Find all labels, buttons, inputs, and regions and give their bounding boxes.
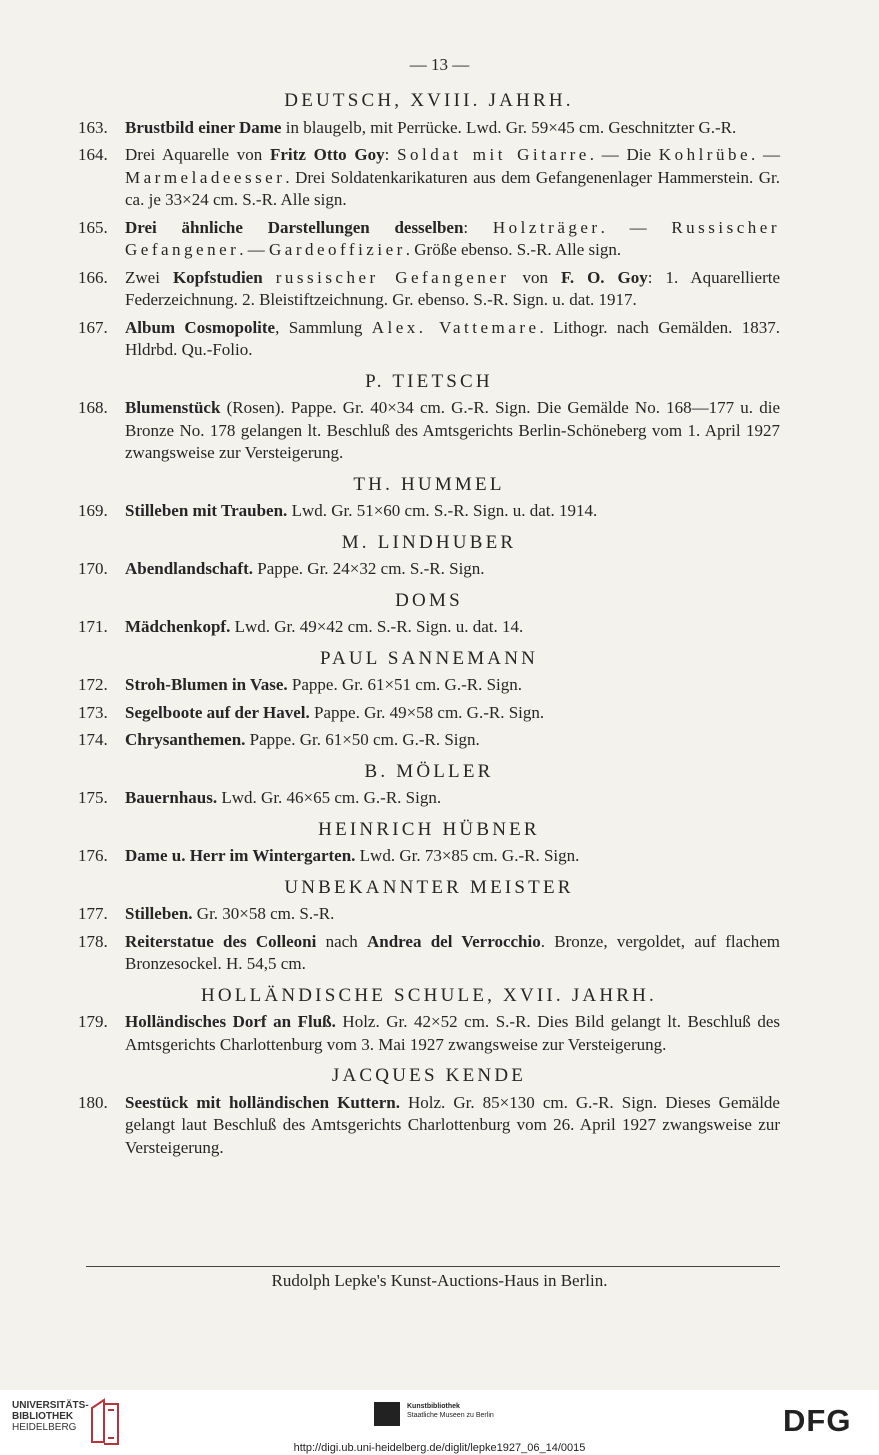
entry-number: 173.	[78, 702, 108, 722]
entry-text: Pappe. Gr. 61×50 cm. G.-R. Sign.	[245, 730, 480, 749]
entry-number: 165.	[78, 217, 108, 237]
entry-text: Pappe. Gr. 61×51 cm. G.-R. Sign.	[287, 675, 523, 694]
kunstbibliothek-logo[interactable]	[374, 1402, 494, 1420]
dfg-logo[interactable]: DFG	[783, 1403, 852, 1438]
entry-text: , Sammlung	[275, 317, 372, 337]
entry-number: 176.	[78, 846, 108, 865]
entry-number: 168.	[78, 398, 108, 417]
entry-title: Blumenstück	[125, 398, 221, 417]
entry-text: . —	[239, 240, 270, 259]
catalog-entry	[78, 217, 780, 262]
entry-text: . Lithogr. nach Gemälden. 1837. Hldrbd. Qu.-Folio.	[125, 317, 780, 359]
entry-title: Stroh-Blumen in Vase.	[125, 675, 288, 694]
ub-line-2: BIBLIOTHEK	[12, 1411, 74, 1422]
entry-text: . Größe ebenso. S.-R. Alle sign.	[405, 240, 622, 259]
page-footer: Rudolph Lepke's Kunst-Auctions-Haus in Berlin.	[271, 1271, 608, 1290]
ub-heidelberg-logo-text[interactable]	[12, 1400, 89, 1433]
section-heading: TH. HUMMEL	[353, 473, 505, 495]
entry-spaced-text: Alex. Vattemare	[371, 317, 540, 337]
entry-text: (Rosen). Pappe. Gr. 40×34 cm. G.-R. Sign. Die Gemälde No. 168—177 u. die Bronze No. 178 gelangen lt. Beschluß des Amtsgerichts Berlin-Schöneberg vom 1. April 1927 zwangsweise zur Versteigerung.	[125, 398, 780, 462]
entry-number: 163.	[78, 117, 108, 137]
section-heading: HEINRICH HÜBNER	[318, 818, 540, 840]
entry-text: Pappe. Gr. 49×58 cm. G.-R. Sign.	[309, 702, 545, 722]
footer-rule	[86, 1266, 780, 1267]
entry-title: Brustbild einer Dame	[125, 117, 282, 137]
catalog-entry	[78, 903, 780, 926]
catalog-entry	[78, 500, 780, 523]
page-number: — 13 —	[409, 55, 470, 74]
entry-title: Mädchenkopf.	[125, 617, 231, 636]
source-url[interactable]: http://digi.ub.uni-heidelberg.de/diglit/lepke1927_06_14/0015	[293, 1442, 586, 1454]
entry-text: von	[509, 267, 561, 287]
entry-text: nach	[316, 931, 367, 951]
entry-title: Holländisches Dorf an Fluß.	[125, 1012, 336, 1031]
ub-heidelberg-logo-icon[interactable]	[88, 1398, 122, 1446]
entry-number: 177.	[78, 904, 108, 923]
catalog-entry	[78, 558, 780, 581]
entry-title: Kopfstudien	[172, 267, 263, 287]
section-heading: M. LINDHUBER	[341, 531, 517, 553]
entry-title: Seestück mit holländischen Kuttern.	[125, 1092, 400, 1112]
kb-line-1: Kunstbibliothek	[407, 1403, 460, 1410]
entry-spaced-text: Soldat mit Gitarre	[397, 145, 590, 164]
entry-number: 171.	[78, 617, 108, 636]
entry-title: Drei ähnliche Darstellungen desselben	[125, 217, 464, 237]
catalog-entry	[78, 144, 780, 212]
entry-spaced-text: russischer Gefangener	[275, 267, 510, 287]
catalog-entry	[78, 616, 780, 639]
entry-text: . — Die	[589, 145, 659, 164]
entry-text: :	[463, 217, 493, 237]
entry-text: . —	[751, 145, 780, 164]
entry-title: Fritz Otto Goy	[270, 145, 385, 164]
kunstbibliothek-icon	[374, 1402, 400, 1426]
entry-spaced-text: Kohlrübe	[658, 145, 752, 164]
catalog-entry	[78, 674, 780, 697]
entry-number: 164.	[78, 145, 108, 164]
entry-text: . Bronze, vergoldet, auf flachem Bronzesockel. H. 54,5 cm.	[125, 931, 780, 973]
catalog-entry	[78, 1092, 780, 1160]
catalog-entry	[78, 1011, 780, 1056]
entry-title: Dame u. Herr im Wintergarten.	[125, 846, 356, 865]
catalog-content	[78, 90, 780, 1164]
entry-text: : 1. Aquarellierte Federzeichnung. 2. Bleistiftzeichnung. Gr. ebenso. S.-R. Sign. u. dat. 1917.	[125, 267, 781, 309]
entry-title: Stilleben.	[125, 904, 193, 923]
entry-number: 180.	[78, 1092, 108, 1112]
entry-spaced-text: Russischer Gefangener	[125, 217, 781, 259]
catalog-entry	[78, 702, 780, 725]
entry-text: Lwd. Gr. 49×42 cm. S.-R. Sign. u. dat. 14.	[230, 617, 524, 636]
section-heading: UNBEKANNTER MEISTER	[284, 876, 574, 898]
entry-title: F. O. Goy	[561, 267, 648, 287]
section-heading: PAUL SANNEMANN	[319, 647, 539, 669]
entry-spaced-text: Marmeladeesser	[125, 167, 286, 187]
entry-text: :	[384, 145, 398, 164]
entry-title: Bauernhaus.	[125, 788, 218, 807]
entry-title: Album Cosmopolite	[125, 317, 276, 337]
entry-number: 174.	[78, 730, 108, 749]
catalog-entry	[78, 267, 780, 312]
section-heading: HOLLÄNDISCHE SCHULE, XVII. JAHRH.	[200, 984, 658, 1006]
ub-line-1: UNIVERSITÄTS-	[12, 1400, 89, 1411]
catalog-entry	[78, 729, 780, 752]
entry-text: in blaugelb, mit Perrücke. Lwd. Gr. 59×45 cm. Geschnitzter G.-R.	[281, 117, 737, 137]
section-heading: P. TIETSCH	[365, 370, 493, 392]
entry-text: Holz. Gr. 42×52 cm. S.-R. Dies Bild gelangt lt. Beschluß des Amtsgerichts Charlottenburg vom 3. Mai 1927 zwangsweise zur Versteigerung.	[125, 1012, 780, 1054]
entry-number: 169.	[78, 501, 108, 520]
entry-number: 167.	[78, 317, 108, 337]
entry-number: 172.	[78, 675, 108, 694]
entry-text: Gr. 30×58 cm. S.-R.	[192, 904, 335, 923]
section-heading: DOMS	[395, 589, 463, 611]
entry-number: 175.	[78, 788, 108, 807]
entry-number: 178.	[78, 931, 108, 951]
entry-text: . —	[600, 217, 672, 237]
entry-text: Lwd. Gr. 51×60 cm. S.-R. Sign. u. dat. 1914.	[287, 501, 598, 520]
entry-text: . Drei Soldatenkarikaturen aus dem Gefangenenlager Hammerstein. Gr. ca. je 33×24 cm. S.-R. Alle sign.	[125, 167, 780, 209]
entry-text: Holz. Gr. 85×130 cm. G.-R. Sign. Dieses Gemälde gelangt laut Beschluß des Amtsgerichts Charlottenburg vom 26. April 1927 zwangsweise zur Versteigerung.	[125, 1092, 780, 1157]
entry-number: 166.	[78, 267, 108, 287]
catalog-entry	[78, 117, 780, 140]
entry-title: Andrea del Verrocchio	[366, 931, 541, 951]
entry-spaced-text: Gardeoffizier	[269, 240, 406, 259]
entry-text	[263, 268, 276, 287]
entry-text: Zwei	[125, 267, 173, 287]
entry-title: Segelboote auf der Havel.	[125, 702, 310, 722]
entry-text: Lwd. Gr. 46×65 cm. G.-R. Sign.	[217, 788, 442, 807]
entry-text: Pappe. Gr. 24×32 cm. S.-R. Sign.	[253, 559, 485, 578]
section-heading: B. MÖLLER	[364, 760, 494, 782]
catalog-entry	[78, 931, 780, 976]
catalog-entry	[78, 845, 780, 868]
catalog-entry	[78, 787, 780, 810]
section-heading: DEUTSCH, XVIII. JAHRH.	[284, 90, 574, 111]
catalog-entry	[78, 317, 780, 362]
entry-text: Lwd. Gr. 73×85 cm. G.-R. Sign.	[355, 846, 580, 865]
entry-title: Stilleben mit Trauben.	[125, 501, 288, 520]
entry-spaced-text: Holzträger	[492, 217, 601, 237]
entry-title: Abendlandschaft.	[125, 559, 254, 578]
entry-number: 179.	[78, 1012, 108, 1031]
entry-title: Chrysanthemen.	[125, 730, 246, 749]
entry-text: Drei Aquarelle von	[125, 145, 270, 164]
entry-title: Reiterstatue des Colleoni	[125, 931, 317, 951]
ub-line-3: HEIDELBERG	[12, 1422, 77, 1433]
entry-number: 170.	[78, 559, 108, 578]
kb-line-2: Staatliche Museen zu Berlin	[407, 1412, 494, 1419]
section-heading: JACQUES KENDE	[331, 1065, 527, 1086]
catalog-entry	[78, 397, 780, 465]
